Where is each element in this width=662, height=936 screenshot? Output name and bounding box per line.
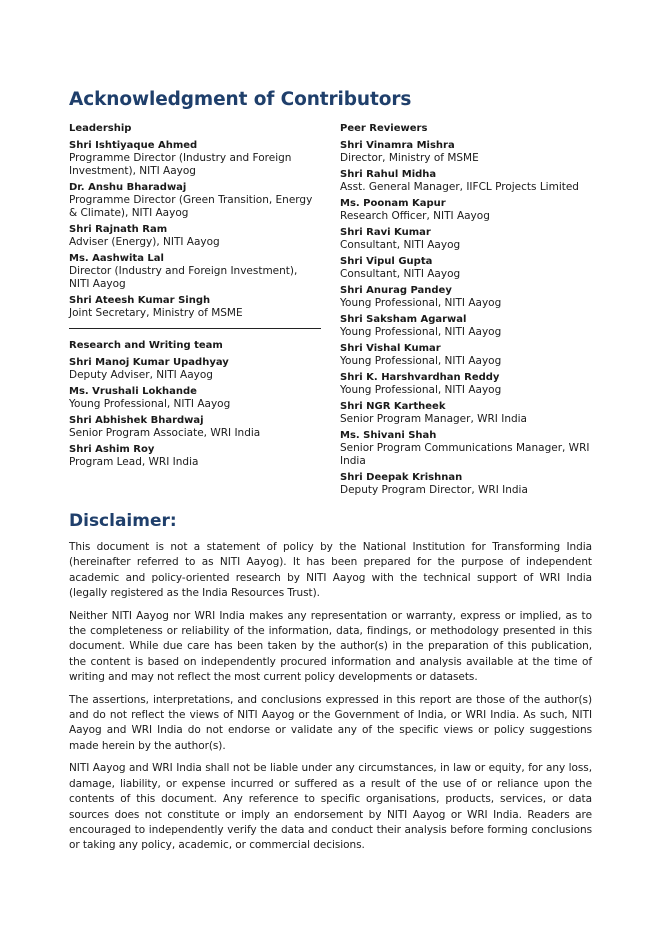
contributor-name: Shri Saksham Agarwal xyxy=(340,314,467,325)
disclaimer-paragraph: Neither NITI Aayog nor WRI India makes any representation or warranty, express or implied, as to the completeness or reliability of the information, data, findings, or methodology presented in this document. While due care has been taken by the author(s) in the preparation of this publication, the content is based on independently procured information and analysis available at the time of writing and may not reflect the most current policy developments or datasets. xyxy=(69,609,592,684)
contributor-name: Shri Vinamra Mishra xyxy=(340,140,455,151)
contributor-role: Adviser (Energy), NITI Aayog xyxy=(69,236,220,248)
contributor-role: Asst. General Manager, IIFCL Projects Limited xyxy=(340,181,579,193)
contributor-entry xyxy=(69,385,321,411)
section-divider xyxy=(69,328,321,329)
section-heading: Leadership xyxy=(69,123,132,134)
contributor-role: Consultant, NITI Aayog xyxy=(340,268,461,280)
disclaimer-body xyxy=(69,540,592,861)
contributor-name: Shri Vishal Kumar xyxy=(340,343,441,354)
contributor-role: Director, Ministry of MSME xyxy=(340,152,479,164)
disclaimer-paragraph: NITI Aayog and WRI India shall not be liable under any circumstances, in law or equity, for any loss, damage, liability, or expense incurred or suffered as a result of the use of or reliance upon the contents of this document. Any reference to specific organisations, products, services, or data sources does not constitute or imply an endorsement by NITI Aayog or WRI India. Readers are encouraged to independently verify the data and conduct their analysis before forming conclusions or taking any policy, academic, or commercial decisions. xyxy=(69,762,592,852)
contributor-name: Shri Vipul Gupta xyxy=(340,256,433,267)
contributor-entry xyxy=(340,139,596,165)
contributor-name: Shri Ravi Kumar xyxy=(340,227,431,238)
contributor-name: Shri Ateesh Kumar Singh xyxy=(69,295,211,306)
contributor-name: Ms. Poonam Kapur xyxy=(340,198,446,209)
contributor-entry xyxy=(69,414,321,440)
contributor-entry xyxy=(69,181,321,220)
contributor-name: Shri Rajnath Ram xyxy=(69,224,168,235)
contributor-name: Shri NGR Kartheek xyxy=(340,401,446,412)
contributor-entry xyxy=(340,168,596,194)
contributor-entry xyxy=(340,400,596,426)
contributor-name: Shri Abhishek Bhardwaj xyxy=(69,415,204,426)
contributor-name: Shri Anurag Pandey xyxy=(340,285,452,296)
leadership-section xyxy=(69,122,321,320)
contributor-entry xyxy=(69,443,321,469)
contributor-entry xyxy=(340,313,596,339)
contributor-name: Shri Rahul Midha xyxy=(340,169,437,180)
research-writing-section xyxy=(69,339,321,469)
contributor-entry xyxy=(340,342,596,368)
section-heading: Research and Writing team xyxy=(69,340,223,351)
contributor-entry xyxy=(69,223,321,249)
left-column xyxy=(69,122,321,472)
contributor-entry xyxy=(340,226,596,252)
contributor-entry xyxy=(340,284,596,310)
contributor-entry xyxy=(69,252,321,291)
contributor-entry xyxy=(69,356,321,382)
contributor-role: Young Professional, NITI Aayog xyxy=(340,297,502,309)
contributor-entry xyxy=(69,139,321,178)
contributor-role: Consultant, NITI Aayog xyxy=(340,239,461,251)
contributor-role: Programme Director (Industry and Foreign Investment), NITI Aayog xyxy=(69,152,292,177)
contributor-entry xyxy=(340,197,596,223)
contributor-name: Dr. Anshu Bharadwaj xyxy=(69,182,187,193)
contributor-name: Shri Ashim Roy xyxy=(69,444,155,455)
contributor-entry xyxy=(69,294,321,320)
contributor-role: Young Professional, NITI Aayog xyxy=(69,398,231,410)
disclaimer-paragraph: This document is not a statement of policy by the National Institution for Transforming India (hereinafter referred to as NITI Aayog). It has been prepared for the purpose of independent academic and policy-oriented research by NITI Aayog with the technical support of WRI India (legally registered as the India Resources Trust). xyxy=(69,541,592,600)
contributor-entry xyxy=(340,371,596,397)
disclaimer-paragraph: The assertions, interpretations, and conclusions expressed in this report are those of the author(s) and do not reflect the views of NITI Aayog or the Government of India, or WRI India. As such, NITI Aayog and WRI India do not endorse or validate any of the specific views or policy suggestions made herein by the author(s). xyxy=(69,693,592,752)
contributor-entry xyxy=(340,255,596,281)
disclaimer-heading: Disclaimer: xyxy=(69,511,177,531)
contributor-role: Senior Program Manager, WRI India xyxy=(340,413,527,425)
contributor-role: Research Officer, NITI Aayog xyxy=(340,210,490,222)
contributor-role: Program Lead, WRI India xyxy=(69,456,199,468)
contributor-role: Senior Program Communications Manager, WRI India xyxy=(340,442,590,467)
contributor-role: Director (Industry and Foreign Investment), NITI Aayog xyxy=(69,265,298,290)
contributor-name: Ms. Shivani Shah xyxy=(340,430,437,441)
contributor-entry xyxy=(340,429,596,468)
contributor-role: Young Professional, NITI Aayog xyxy=(340,384,502,396)
contributor-name: Ms. Aashwita Lal xyxy=(69,253,164,264)
contributor-name: Shri Manoj Kumar Upadhyay xyxy=(69,357,229,368)
contributor-role: Senior Program Associate, WRI India xyxy=(69,427,261,439)
contributor-entry xyxy=(340,471,596,497)
contributor-name: Ms. Vrushali Lokhande xyxy=(69,386,197,397)
right-column xyxy=(340,122,596,500)
page-title: Acknowledgment of Contributors xyxy=(69,89,412,110)
contributor-role: Young Professional, NITI Aayog xyxy=(340,355,502,367)
contributor-name: Shri Ishtiyaque Ahmed xyxy=(69,140,198,151)
peer-reviewers-section xyxy=(340,122,596,497)
contributor-role: Deputy Program Director, WRI India xyxy=(340,484,528,496)
section-heading: Peer Reviewers xyxy=(340,123,428,134)
contributor-role: Programme Director (Green Transition, Energy & Climate), NITI Aayog xyxy=(69,194,313,219)
contributor-role: Deputy Adviser, NITI Aayog xyxy=(69,369,213,381)
contributor-role: Young Professional, NITI Aayog xyxy=(340,326,502,338)
contributor-role: Joint Secretary, Ministry of MSME xyxy=(69,307,243,319)
contributor-name: Shri Deepak Krishnan xyxy=(340,472,463,483)
contributor-name: Shri K. Harshvardhan Reddy xyxy=(340,372,500,383)
